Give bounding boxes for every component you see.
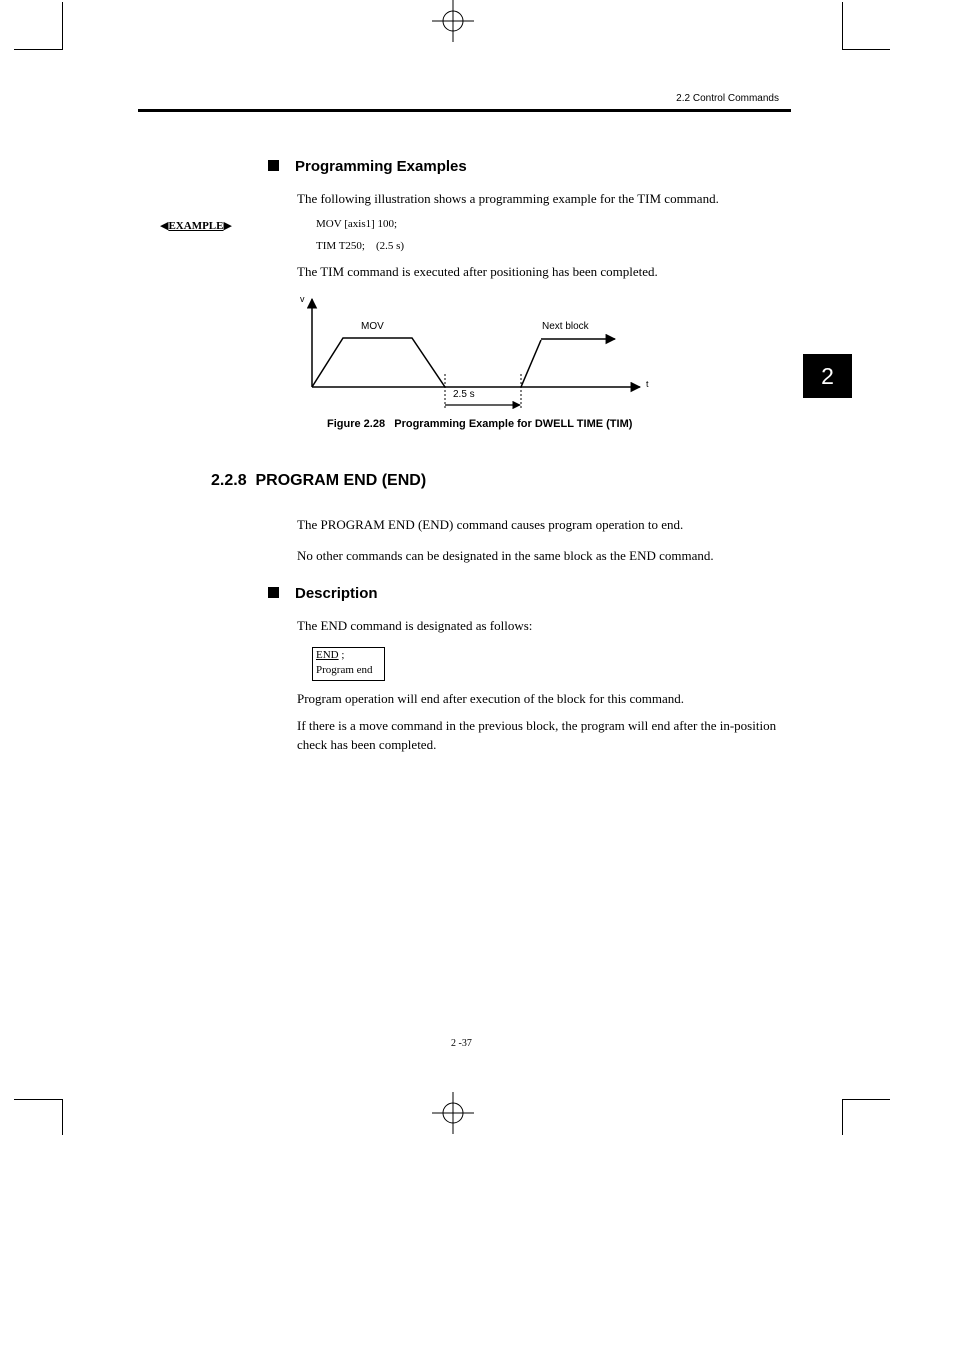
left-triangle-icon: ◀	[160, 220, 169, 232]
description-paragraph-1: Program operation will end after execution of the block for this command.	[297, 691, 684, 706]
next-block-label: Next block	[542, 321, 589, 332]
chapter-tab: 2	[803, 354, 852, 398]
programming-examples-heading: Programming Examples	[268, 158, 467, 175]
section-heading: 2.2.8 PROGRAM END (END)	[211, 472, 427, 489]
mov-label: MOV	[361, 321, 384, 332]
section-paragraph-2: No other commands can be designated in the same block as the END command.	[297, 548, 714, 563]
right-triangle-icon: ▶	[223, 220, 232, 232]
velocity-time-diagram	[290, 290, 670, 415]
syntax-line: END ;	[316, 649, 345, 661]
square-bullet-icon	[268, 160, 279, 171]
page-number: 2 -37	[451, 1038, 472, 1049]
registration-mark-top	[432, 0, 474, 42]
example-tag: ◀EXAMPLE▶	[160, 220, 232, 232]
end-syntax-box	[312, 647, 385, 681]
code-line-1: MOV [axis1] 100;	[316, 218, 398, 230]
figure-caption: Figure 2.28 Programming Example for DWELL TIME (TIM)	[327, 418, 633, 430]
description-intro: The END command is designated as follows:	[297, 618, 533, 633]
v-axis-label: v	[300, 294, 305, 304]
description-paragraph-2: If there is a move command in the previous block, the program will end after the in-position check has been completed.	[297, 718, 777, 752]
description-heading: Description	[268, 585, 378, 602]
programming-examples-after: The TIM command is executed after positioning has been completed.	[297, 264, 658, 279]
dwell-time-label: 2.5 s	[453, 389, 475, 400]
next-block-ramp	[521, 340, 541, 387]
t-axis-label: t	[646, 379, 649, 389]
section-paragraph-1: The PROGRAM END (END) command causes program operation to end.	[297, 517, 684, 532]
mov-profile	[312, 338, 445, 387]
code-line-2: TIM T250; (2.5 s)	[316, 240, 405, 252]
end-keyword: END	[316, 649, 339, 661]
running-header: 2.2 Control Commands	[676, 93, 779, 104]
square-bullet-icon	[268, 587, 279, 598]
syntax-comment: Program end	[316, 664, 373, 676]
programming-examples-intro: The following illustration shows a programming example for the TIM command.	[297, 191, 719, 206]
header-rule	[138, 109, 791, 112]
registration-mark-bottom	[432, 1092, 474, 1134]
